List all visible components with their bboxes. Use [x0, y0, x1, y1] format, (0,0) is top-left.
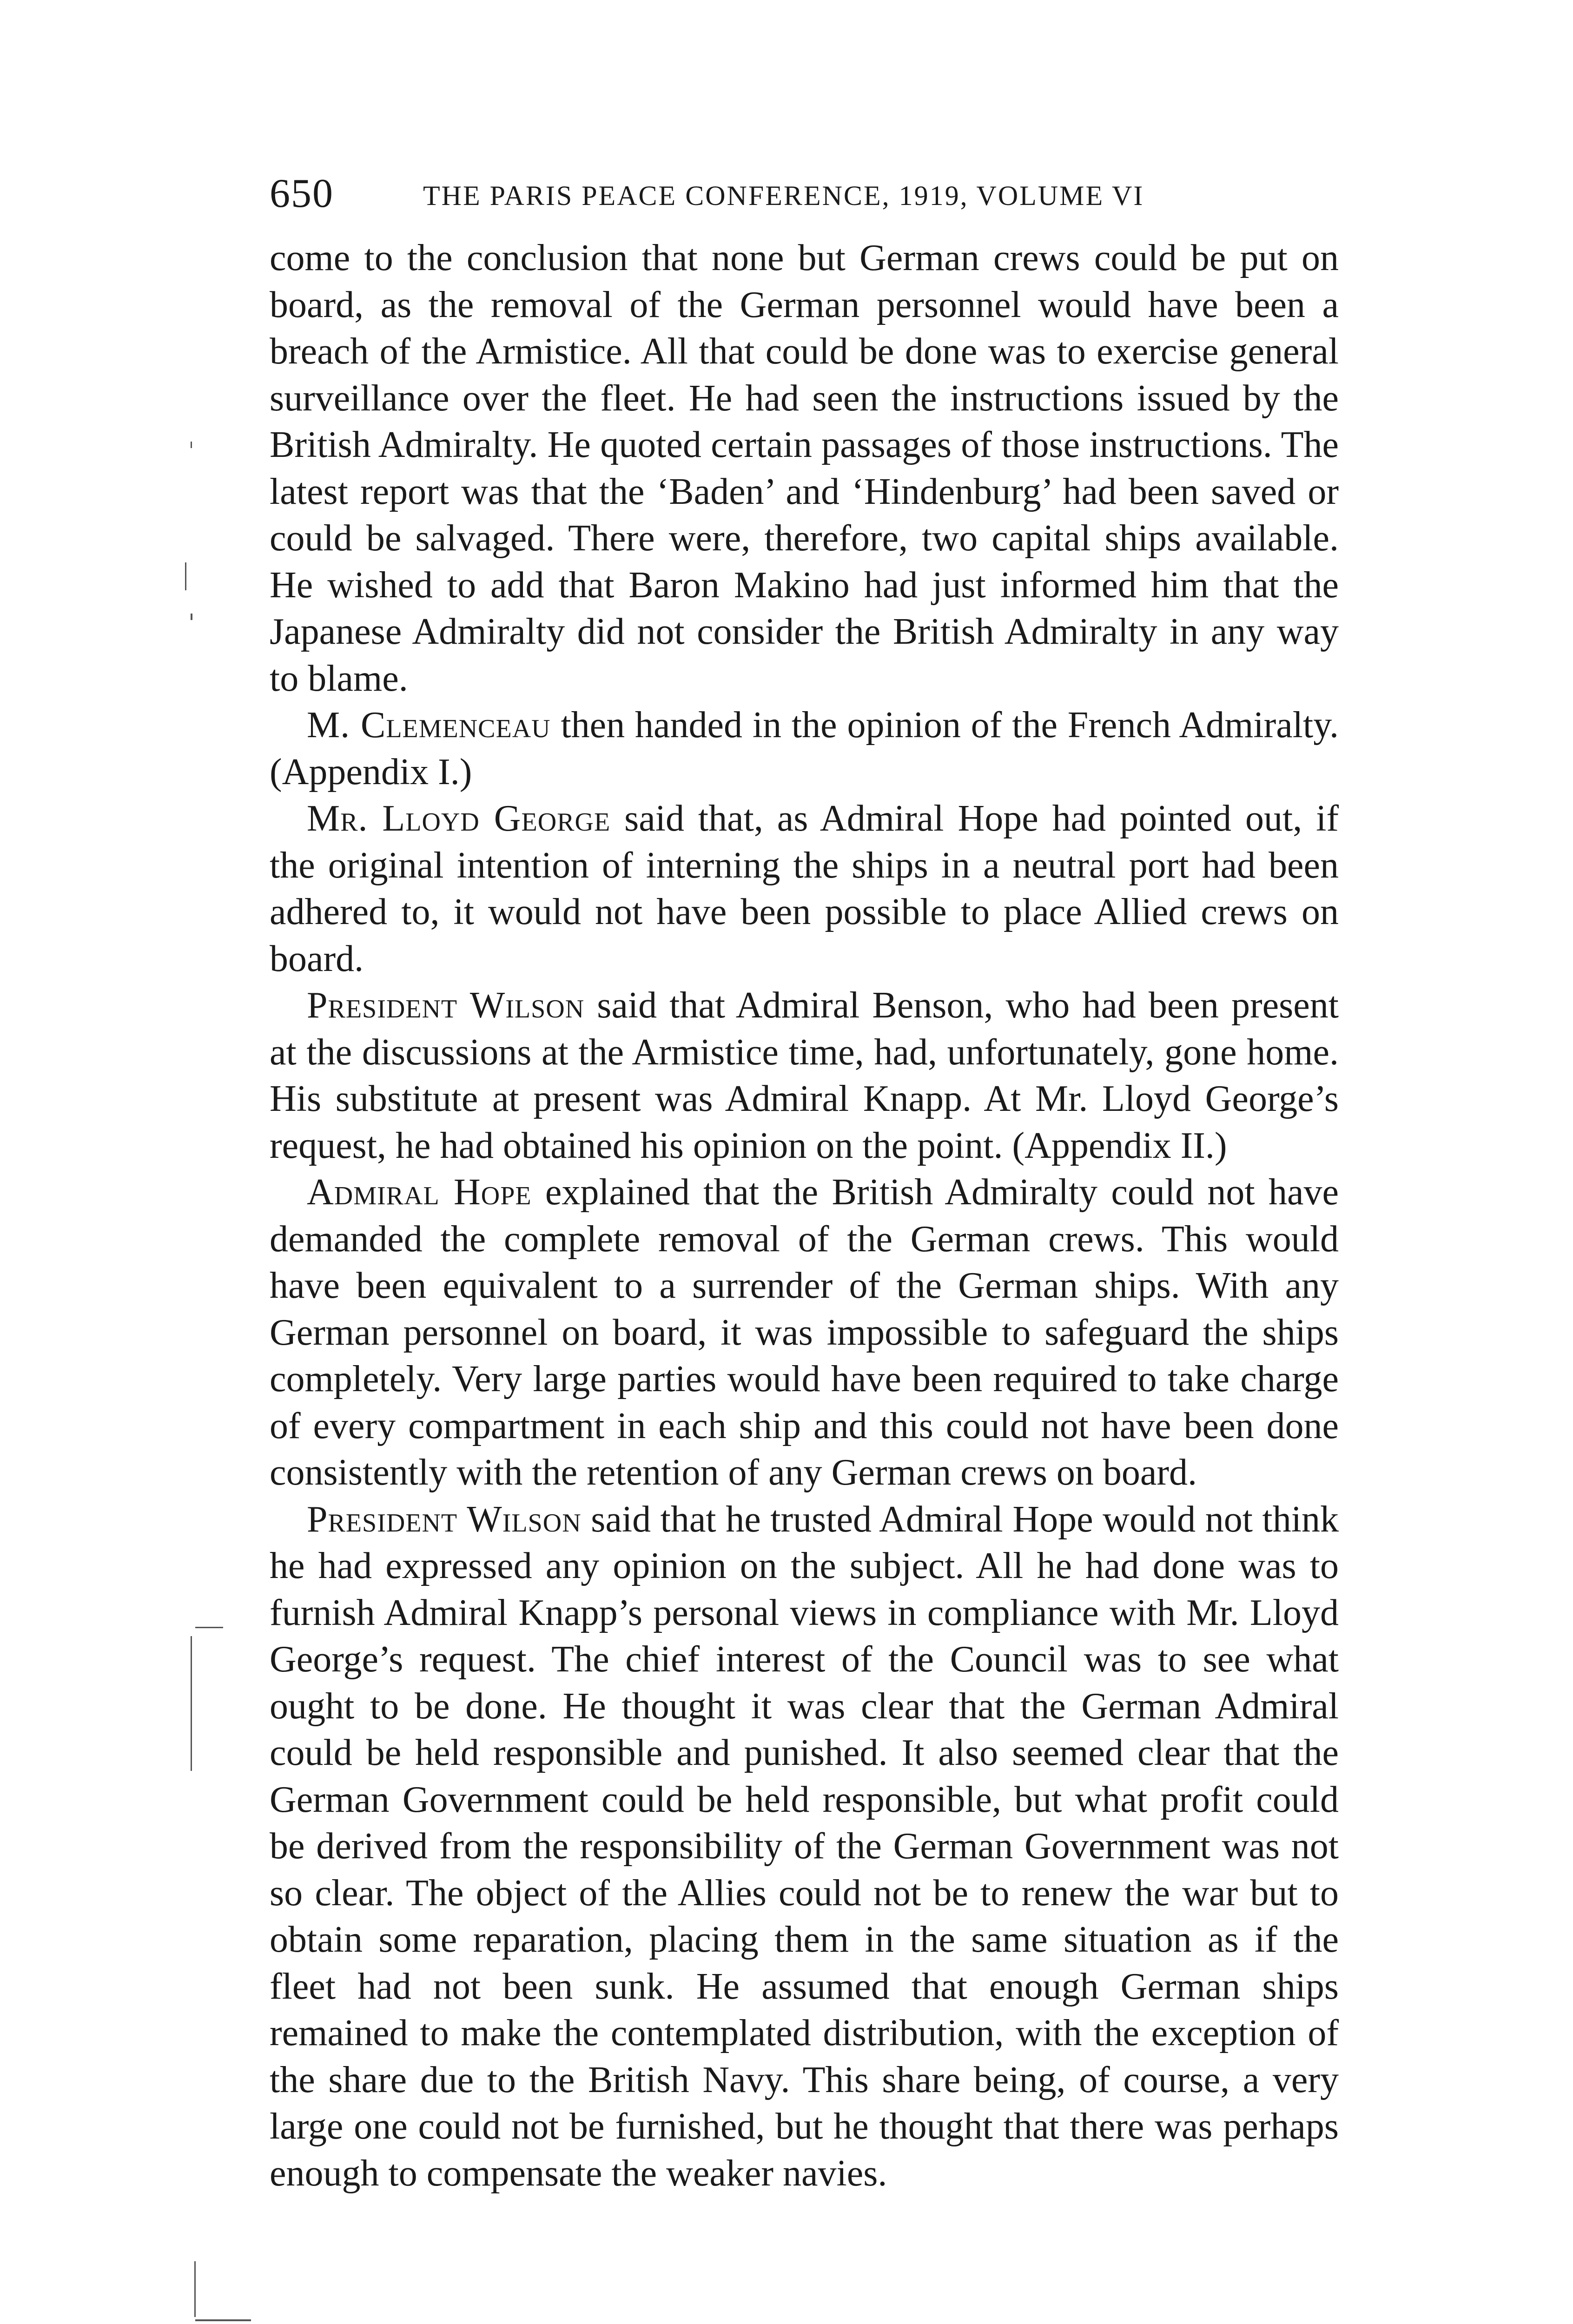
paragraph-4 — [270, 982, 1339, 1169]
speaker-name: Mr. Lloyd George — [307, 798, 611, 839]
speaker-name: M. Clemenceau — [307, 705, 551, 746]
paragraph-text: come to the conclusion that none but German crews could be put on board, as the removal of the German personnel would have been a breach of the Armistice. All that could be done was to exercise general surveillance over the fleet. He had seen the instructions issued by the British Admiralty. He quoted certain passages of those instructions. The latest report was that the ‘Baden’ and ‘Hindenburg’ had been saved or could be salvaged. There were, therefore, two capital ships available. He wished to add that Baron Makino had just informed him that the Japanese Admiralty did not consider the British Admiralty in any way to blame. — [270, 238, 1339, 699]
paragraph-text: said that he trusted Admiral Hope would not think he had expressed any opinion on the subject. All he had done was to furnish Admiral Knapp’s personal views in compliance with Mr. Lloyd George’s request. The chief interest of the Council was to see what ought to be done. He thought it was clear that the German Admiral could be held responsible and punished. It also seemed clear that the German Government could be held responsible, but what profit could be derived from the responsibility of the German Government was not so clear. The object of the Allies could not be to renew the war but to obtain some reparation, placing them in the same situation as if the fleet had not been sunk. He assumed that enough German ships remained to make the contemplated distribution, with the exception of the share due to the British Navy. This share being, of course, a very large one could not be furnished, but he thought that there was perhaps enough to compensate the weaker navies. — [270, 1499, 1339, 2194]
margin-mark — [191, 442, 192, 448]
speaker-name: Admiral Hope — [307, 1172, 532, 1213]
paragraph-text: explained that the British Admiralty could not have demanded the complete removal of the German crews. This would have been equivalent to a surrender of the German ships. With any German personnel on board, it was impossible to safeguard the ships completely. Very large parties would have been required to take charge of every compartment in each ship and this could not have been done consistently with the retention of any German crews on board. — [270, 1172, 1339, 1493]
speaker-name: President Wilson — [307, 985, 585, 1026]
margin-mark — [194, 2261, 196, 2317]
margin-mark — [195, 2319, 251, 2321]
running-title: THE PARIS PEACE CONFERENCE, 1919, VOLUME VI — [423, 180, 1144, 211]
paragraph-2 — [270, 702, 1339, 795]
speaker-name: President Wilson — [307, 1499, 582, 1540]
paragraph-text: said that, as Admiral Hope had pointed out, if the original intention of interning the ships in a neutral port had been adhered to, it would not have been possible to place Allied crews on board. — [270, 798, 1339, 979]
page-header — [270, 168, 1339, 219]
paragraph-6 — [270, 1496, 1339, 2197]
margin-mark — [195, 1627, 223, 1628]
page-number: 650 — [270, 171, 334, 216]
paragraph-text: said that Admiral Benson, who had been present at the discussions at the Armistice time, had, unfortunately, gone home. His substitute at present was Admiral Knapp. At Mr. Lloyd George’s request, he had obtained his opinion on the point. (Appendix II.) — [270, 985, 1339, 1166]
margin-annotation-marks — [177, 418, 270, 2324]
paragraph-3 — [270, 795, 1339, 982]
margin-mark — [185, 562, 186, 590]
paragraph-5 — [270, 1169, 1339, 1496]
body-text — [270, 235, 1339, 2197]
paragraph-text: then handed in the opinion of the French Admiralty. (Appendix I.) — [270, 705, 1339, 792]
margin-mark — [191, 1636, 192, 1771]
margin-mark — [191, 614, 192, 620]
paragraph-1 — [270, 235, 1339, 702]
